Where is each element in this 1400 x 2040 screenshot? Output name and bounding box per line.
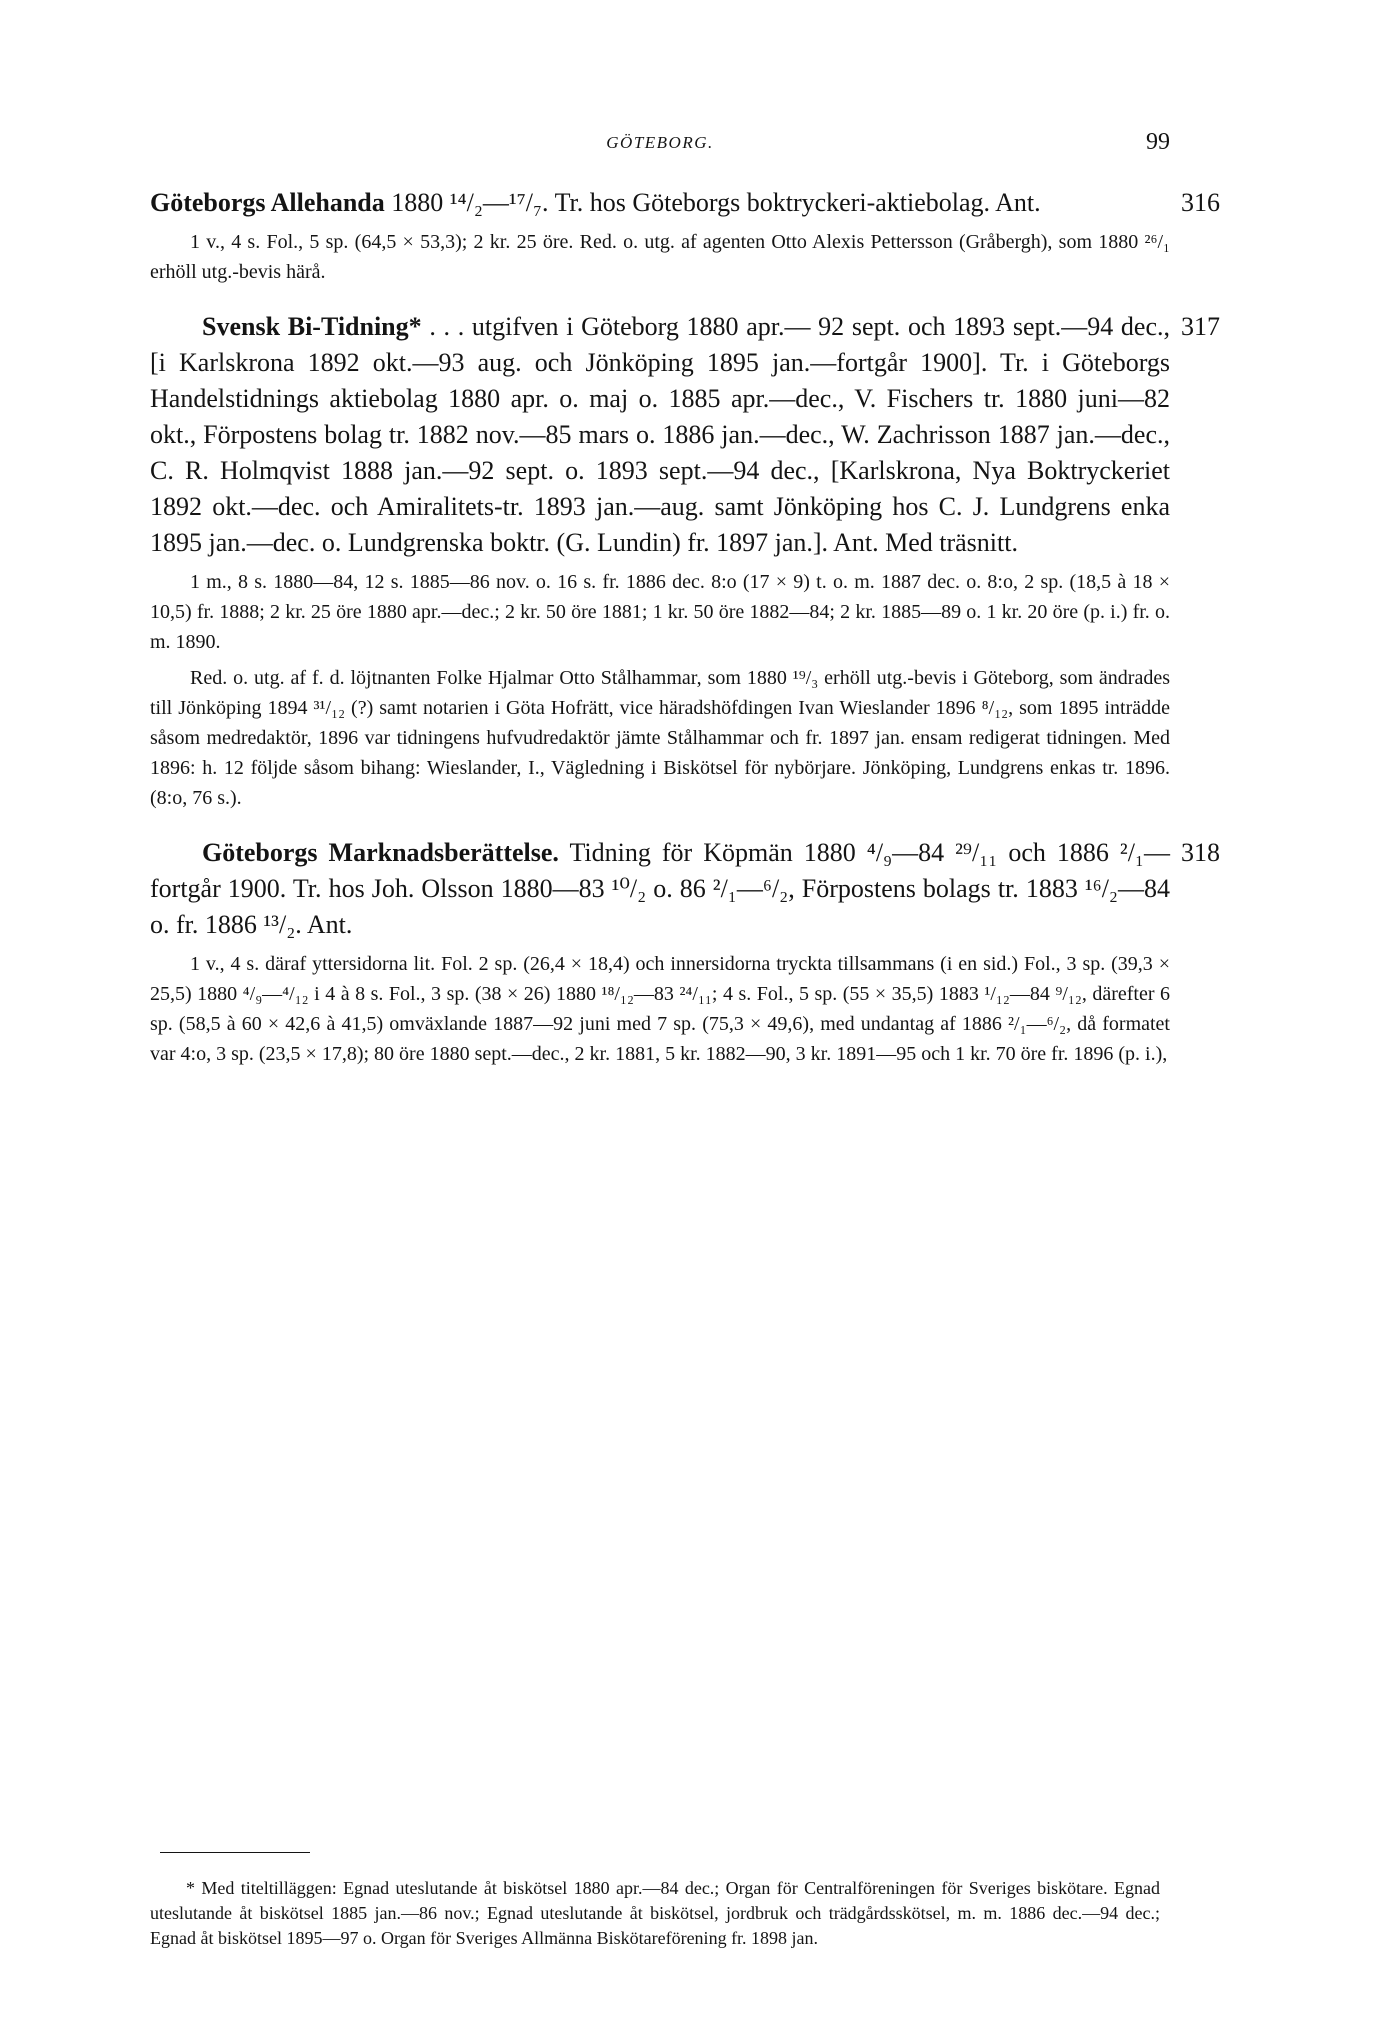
entry-lead	[150, 835, 1170, 943]
entry-title: Svensk Bi-Tidning*	[202, 312, 422, 341]
entry-title: Göteborgs Allehanda	[150, 188, 385, 217]
entry-316	[150, 185, 1220, 287]
page-body	[150, 185, 1220, 1091]
entry-lead-text: . . . utgifven i Göteborg 1880 apr.— 92 sept. och 1893 sept.—94 dec., [i Karlskrona 1892 okt.—93 aug. och Jönköping 1895 jan.—fortgår 1900]. Tr. i Göteborgs Handelstidnings aktiebolag 1880 apr. o. maj o. 1885 apr.—dec., V. Fischers tr. 1880 juni—82 okt., Förpostens bolag tr. 1882 nov.—85 mars o. 1886 jan.—dec., W. Zachrisson 1887 jan.—dec., C. R. Holmqvist 1888 jan.—92 sept. o. 1893 sept.—94 dec., [Karlskrona, Nya Boktryckeriet 1892 okt.—dec. och Amiralitets-tr. 1893 jan.—aug. samt Jönköping hos C. J. Lundgrens enka 1895 jan.—dec. o. Lundgrenska boktr. (G. Lundin) fr. 1897 jan.]. Ant. Med träsnitt.	[150, 312, 1170, 557]
entry-317	[150, 309, 1220, 813]
footnote-rule	[160, 1852, 310, 1853]
entry-paragraph: 1 v., 4 s. däraf yttersidorna lit. Fol. 2 sp. (26,4 × 18,4) och innersidorna tryckta tillsammans (i en sid.) Fol., 3 sp. (39,3 × 25,5) 1880 ⁴/₉—⁴/₁₂ i 4 à 8 s. Fol., 3 sp. (38 × 26) 1880 ¹⁸/₁₂—83 ²⁴/₁₁; 4 s. Fol., 5 sp. (55 × 35,5) 1883 ¹/₁₂—84 ⁹/₁₂, därefter 6 sp. (58,5 à 60 × 42,6 à 41,5) omväxlande 1887—92 juni med 7 sp. (75,3 × 49,6), med undantag af 1886 ²/₁—⁶/₂, då formatet var 4:o, 3 sp. (23,5 × 17,8); 80 öre 1880 sept.—dec., 2 kr. 1881, 5 kr. 1882—90, 3 kr. 1891—95 och 1 kr. 70 öre fr. 1896 (p. i.),	[150, 953, 1170, 1065]
entry-number: 316	[1181, 188, 1220, 217]
entry-number: 317	[1181, 312, 1220, 341]
entry-lead	[150, 309, 1170, 561]
running-title: GÖTEBORG.	[606, 133, 714, 152]
page-number: 99	[1146, 129, 1170, 155]
entry-paragraph: 1 m., 8 s. 1880—84, 12 s. 1885—86 nov. o. 16 s. fr. 1886 dec. 8:o (17 × 9) t. o. m. 1887 dec. o. 8:o, 2 sp. (18,5 à 18 × 10,5) fr. 1888; 2 kr. 25 öre 1880 apr.—dec.; 2 kr. 50 öre 1881; 1 kr. 50 öre 1882—84; 2 kr. 1885—89 o. 1 kr. 20 öre (p. i.) fr. o. m. 1890.	[150, 571, 1170, 653]
entry-number: 318	[1181, 838, 1220, 867]
entry-318	[150, 835, 1220, 1069]
page-header	[150, 129, 1170, 173]
footnote: * Med titeltilläggen: Egnad uteslutande åt biskötsel 1880 apr.—84 dec.; Organ för Centralföreningen för Sveriges biskötare. Egnad uteslutande åt biskötsel 1885 jan.—86 nov.; Egnad uteslutande åt biskötsel, jordbruk och trädgårdsskötsel, m. m. 1886 dec.—94 dec.; Egnad åt biskötsel 1895—97 o. Organ för Sveriges Allmänna Biskötareförening fr. 1898 jan.	[150, 1878, 1160, 1948]
entry-paragraph: 1 v., 4 s. Fol., 5 sp. (64,5 × 53,3); 2 kr. 25 öre. Red. o. utg. af agenten Otto Alexis Pettersson (Gråbergh), som 1880 ²⁶/₁ erhöll utg.-bevis härå.	[150, 231, 1170, 283]
entry-paragraph: Red. o. utg. af f. d. löjtnanten Folke Hjalmar Otto Stålhammar, som 1880 ¹⁹/₃ erhöll utg.-bevis i Göteborg, som ändrades till Jönköping 1894 ³¹/₁₂ (?) samt notarien i Göta Hofrätt, vice häradshöfdingen Ivan Wieslander 1896 ⁸/₁₂, som 1895 inträdde såsom medredaktör, 1896 var tidningens hufvudredaktör jämte Stålhammar och fr. 1897 jan. ensam redigerat tidningen. Med 1896: h. 12 följde såsom bihang: Wieslander, I., Vägledning i Biskötsel för nybörjare. Jönköping, Lundgrens enkas tr. 1896. (8:o, 76 s.).	[150, 667, 1170, 809]
entry-title: Göteborgs Marknadsberättelse.	[202, 838, 559, 867]
entry-lead-text: Tidning för Köpmän 1880 ⁴/₉—84 ²⁹/₁₁ och 1886 ²/₁—fortgår 1900. Tr. hos Joh. Olsson 1880—83 ¹⁰/₂ o. 86 ²/₁—⁶/₂, Förpostens bolags tr. 1883 ¹⁶/₂—84 o. fr. 1886 ¹³/₂. Ant.	[150, 838, 1170, 939]
entry-lead	[150, 185, 1170, 221]
entry-lead-text: 1880 ¹⁴/₂—¹⁷/₇. Tr. hos Göteborgs boktryckeri-aktiebolag. Ant.	[384, 188, 1041, 217]
